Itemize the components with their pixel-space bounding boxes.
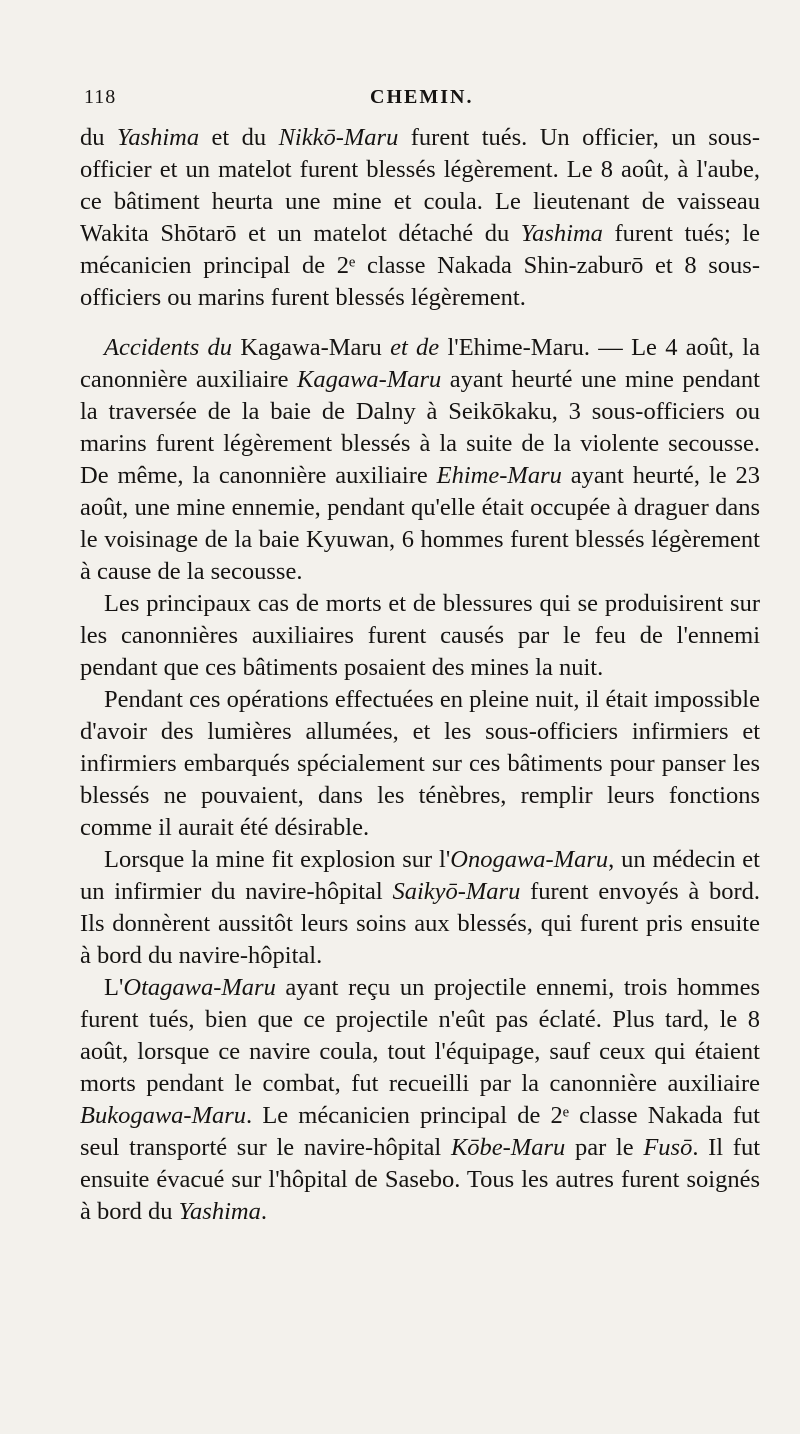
text-run: , un médecin et un infirmier du navire-hôpital (80, 846, 760, 905)
text-run: Kagawa-Maru (240, 334, 382, 361)
text-run: Pendant ces opérations effectuées en pleine nuit, il était impossible d'avoir des lumières allumées, et les sous-officiers infirmiers et infirmiers embarqués spécialement sur ces bâtiments pour panser les blessés ne pouvaient, dans les ténèbres, remplir leurs fonctions comme il aurait été désirable. (80, 686, 760, 841)
italic-text-run: Kōbe-Maru (450, 1134, 566, 1161)
paragraph (80, 844, 760, 972)
italic-text-run: et de (381, 334, 448, 361)
text-run: ayant reçu un projectile ennemi, trois hommes furent tués, bien que ce projectile n'eût pas éclaté. Plus tard, le 8 août, lorsque ce navire coula, tout l'équipage, sauf ceux qui étaient morts pendant le combat, fut recueilli par la canonnière auxiliaire (80, 974, 760, 1097)
body-text (80, 122, 760, 1228)
text-run: — Le 4 août, la canonnière auxiliaire (80, 334, 760, 393)
page-header (80, 86, 760, 122)
italic-text-run: Otagawa-Maru (123, 974, 276, 1001)
italic-text-run: Yashima (116, 124, 200, 151)
text-run: furent envoyés à bord. Ils donnèrent aussitôt leurs soins aux blessés, qui furent pris ensuite à bord du navire-hôpital. (80, 878, 760, 969)
italic-text-run: Accidents du (104, 334, 241, 361)
italic-text-run: Fusō (643, 1134, 693, 1161)
text-run: et du (199, 124, 279, 151)
italic-text-run: Yashima (520, 220, 603, 247)
paragraph (80, 588, 760, 684)
text-run: ayant heurté une mine pendant la traversée de la baie de Dalny à Seikōkaku, 3 sous-officiers ou marins furent légèrement blessés à la suite de la violente secousse. De même, la canonnière auxiliaire (80, 366, 760, 489)
italic-text-run: Ehime-Maru (436, 462, 562, 489)
paragraph (80, 122, 760, 314)
text-run: Lorsque la mine fit explosion sur (104, 846, 440, 873)
italic-text-run: Yashima (178, 1198, 261, 1225)
text-run: L' (104, 974, 124, 1001)
text-run: par le (565, 1134, 644, 1161)
text-run: furent tués. Un officier, un sous-officier et un matelot furent blessés légèrement. Le 8 août, à l'aube, ce bâtiment heurta une mine et coula. Le lieutenant de vaisseau Wakita Shōtarō et un matelot détaché du (80, 124, 760, 247)
italic-text-run: Saikyō-Maru (392, 878, 521, 905)
text-run: ayant heurté, le 23 août, une mine ennemie, pendant qu'elle était occupée à draguer dans le voisinage de la baie Kyuwan, 6 hommes furent blessés légèrement à cause de la secousse. (80, 462, 760, 585)
text-run: Les principaux cas de morts et de blessures qui se produisirent sur les canonnières auxiliaires furent causés par le feu de l'ennemi pendant que ces bâtiments posaient des mines la nuit. (80, 590, 760, 681)
italic-text-run: Bukogawa-Maru (80, 1102, 247, 1129)
paragraph (80, 684, 760, 844)
page-number: 118 (84, 86, 117, 108)
italic-text-run: Kagawa-Maru (296, 366, 442, 393)
text-run: . (260, 1198, 267, 1225)
text-run: . Il fut ensuite évacué sur l'hôpital de Sasebo. Tous les autres furent soignés à bord du (80, 1134, 760, 1225)
paragraph (80, 972, 760, 1228)
running-title: CHEMIN. (370, 86, 474, 108)
text-run: furent tués; le mécanicien principal de 2ᵉ classe Nakada Shin-zaburō et 8 sous-officiers ou marins furent blessés légèrement. (80, 220, 761, 311)
paragraph (80, 332, 760, 588)
italic-text-run: Onogawa-Maru (450, 846, 609, 873)
italic-text-run: Nikkō-Maru (278, 124, 399, 151)
text-run: . Le mécanicien principal de 2ᵉ classe Nakada fut seul transporté sur le navire-hôpital (80, 1102, 760, 1161)
text-run: du (80, 124, 117, 151)
text-run: l' (439, 846, 451, 873)
text-run: l'Ehime-Maru. (447, 334, 590, 361)
